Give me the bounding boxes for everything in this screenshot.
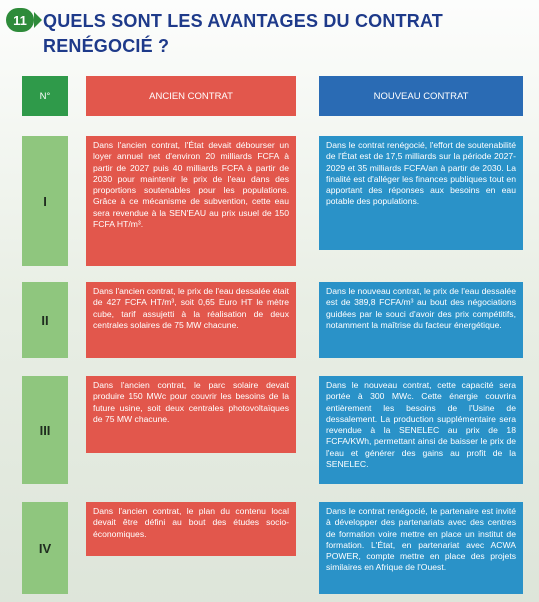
old-contract-cell: Dans l'ancien contrat, le prix de l'eau dessalée était de 427 FCFA HT/m³, soit 0,65 Euro HT le mètre cube, tarif assujetti à la réalisation de deux centrales solaires de 75 MW chacune.: [86, 282, 296, 358]
column-header-new-contract: NOUVEAU CONTRAT: [319, 76, 523, 116]
row-number-cell: I: [22, 136, 68, 266]
old-contract-cell: Dans l'ancien contrat, le parc solaire devait produire 150 MWc pour couvrir les besoins de la future usine, soit deux centrales photovoltaïques de 75 MW chacune.: [86, 376, 296, 453]
row-number-cell: III: [22, 376, 68, 484]
column-header-old-contract: ANCIEN CONTRAT: [86, 76, 296, 116]
chevron-right-icon: [34, 12, 42, 28]
new-contract-cell: Dans le nouveau contrat, le prix de l'eau dessalée est de 389,8 FCFA/m³ au bout des négociations guidées par le souci d'avoir des prix compétitifs, notamment la maîtrise du facteur énergétique.: [319, 282, 523, 358]
old-contract-cell: Dans l'ancien contrat, l'État devait débourser un loyer annuel net d'environ 20 milliards FCFA à partir de 2027 puis 40 milliards FCFA à partir de 2030 pour maintenir le prix de l'eau dans des proportions soutenables pour les populations. Grâce à ce mécanisme de subvention, cette eau sera revendue à la SEN'EAU au prix usuel de 150 FCFA HT/m³.: [86, 136, 296, 266]
row-number-cell: II: [22, 282, 68, 358]
section-title: QUELS SONT LES AVANTAGES DU CONTRAT RENÉGOCIÉ ?: [43, 11, 444, 56]
new-contract-cell: Dans le contrat renégocié, le partenaire est invité à développer des partenariats avec des centres de formation voire mettre en place un institut de formation. L'État, en partenariat avec ACWA POWER, compte mettre en place des projets similaires en Afrique de l'Ouest.: [319, 502, 523, 594]
new-contract-cell: Dans le nouveau contrat, cette capacité sera portée à 300 MWc. Cette énergie couvrira entièrement les besoins de l'Usine de dessalement. La production supplémentaire sera revendue à la SENELEC au prix de 18 FCFA/KWh, permettant ainsi de baisser le prix de l'eau et générer des gains au profit de la SENELEC.: [319, 376, 523, 484]
section-number-badge: 11: [6, 8, 34, 32]
new-contract-cell: Dans le contrat renégocié, l'effort de soutenabilité de l'État est de 17,5 milliards sur la période 2027-2029 et 35 milliards FCFA/an à partir de 2030. La finalité est d'alléger les finances publiques tout en apportant des réponses aux besoins en eau potable des populations.: [319, 136, 523, 250]
old-contract-cell: Dans l'ancien contrat, le plan du contenu local devait être défini au bout des études socio-économiques.: [86, 502, 296, 556]
section-header: [6, 6, 533, 62]
column-header-number: N°: [22, 76, 68, 116]
row-number-cell: IV: [22, 502, 68, 594]
